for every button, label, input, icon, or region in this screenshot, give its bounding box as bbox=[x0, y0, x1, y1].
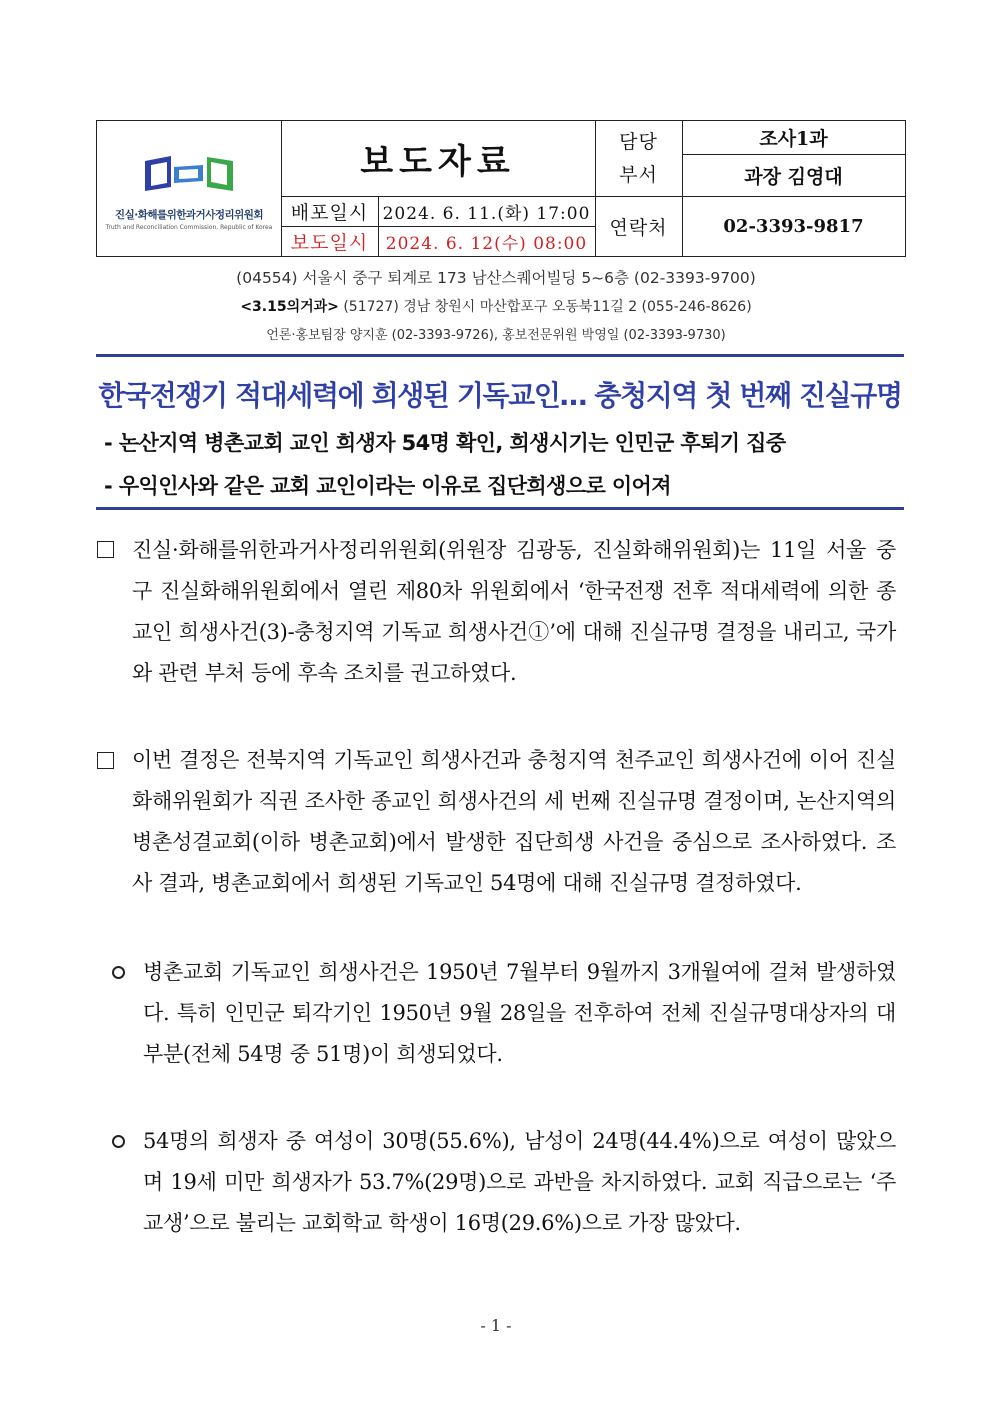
report-label: 보도일시 bbox=[290, 231, 369, 254]
dept-value: 조사1과 bbox=[759, 128, 828, 150]
address-seoul: (04554) 서울시 중구 퇴계로 173 남산스퀘어빌딩 5~6층 (02-3393-9700) bbox=[236, 269, 756, 287]
head-value: 과장 김영대 bbox=[744, 165, 843, 188]
doc-title: 보도자료 bbox=[360, 142, 516, 182]
contact-label: 연락처 bbox=[609, 216, 668, 239]
divider bbox=[281, 196, 905, 197]
subhead-2: - 우익인사와 같은 교회 교인이라는 이유로 집단희생으로 이어져 bbox=[104, 474, 671, 498]
distribution-label: 배포일시 bbox=[290, 201, 369, 224]
paragraph-2: 이번 결정은 전북지역 기독교인 희생사건과 충청지역 천주교인 희생사건에 이어 진실화해위원회가 직권 조사한 종교인 희생사건의 세 번째 진실규명 결정이며, 논산지역의 병촌성결교회(이하 병촌교회)에서 발생한 집단희생 사건을 중심으로 조사하였다. 조사 결과, 병촌교회에서 희생된 기독교인 54명에 대해 진실규명 결정하였다. bbox=[132, 748, 896, 895]
address-masan-office: <3.15의거과> bbox=[240, 299, 339, 315]
org-logo-block bbox=[97, 121, 281, 256]
headline: 한국전쟁기 적대세력에 희생된 기독교인… 충청지역 첫 번째 진실규명 bbox=[98, 379, 902, 412]
divider bbox=[682, 121, 683, 256]
circle-bullet-icon bbox=[112, 1135, 125, 1148]
title-rule-bottom bbox=[96, 507, 904, 510]
page-number: - 1 - bbox=[480, 1316, 512, 1335]
title-rule-top bbox=[96, 354, 904, 357]
distribution-value: 2024. 6. 11.(화) 17:00 bbox=[382, 203, 591, 224]
header-table bbox=[96, 120, 906, 257]
paragraph-1: 진실·화해를위한과거사정리위원회(위원장 김광동, 진실화해위원회)는 11일 서울 중구 진실화해위원회에서 열린 제80차 위원회에서 ‘한국전쟁 전후 적대세력에 의한 종교인 희생사건(3)-충청지역 기독교 희생사건①’에 대해 진실규명 결정을 내리고, 국가와 관련 부처 등에 후속 조치를 권고하였다. bbox=[132, 538, 896, 685]
subhead-1: - 논산지역 병촌교회 교인 희생자 54명 확인, 희생시기는 인민군 후퇴기 집중 bbox=[104, 431, 786, 455]
divider bbox=[281, 226, 595, 227]
press-contacts: 언론·홍보팀장 양지훈 (02-3393-9726), 홍보전문위원 박영일 (02-3393-9730) bbox=[266, 328, 726, 343]
address-masan-detail: (51727) 경남 창원시 마산합포구 오동북11길 2 (055-246-8626) bbox=[338, 299, 752, 315]
address-masan bbox=[0, 296, 992, 316]
org-name-ko: 진실·화해를위한과거사정리위원회 bbox=[114, 208, 264, 221]
bullet-2: 54명의 희생자 중 여성이 30명(55.6%), 남성이 24명(44.4%)으로 여성이 많았으며 19세 미만 희생자가 53.7%(29명)으로 과반을 차지하였다. 교회 직급으로는 ‘주교생’으로 불리는 교회학교 학생이 16명(29.6%)으로 가장 많았다. bbox=[143, 1129, 896, 1235]
dept-label-line1: 담당 bbox=[619, 130, 658, 153]
dept-label-line2: 부서 bbox=[619, 163, 658, 186]
bullet-1: 병촌교회 기독교인 희생사건은 1950년 7월부터 9월까지 3개월여에 걸쳐 발생하였다. 특히 인민군 퇴각기인 1950년 9월 28일을 전후하여 전체 진실규명대상자의 대부분(전체 54명 중 51명)이 희생되었다. bbox=[143, 960, 896, 1066]
phone-value: 02-3393-9817 bbox=[723, 215, 864, 237]
org-name-en: Truth and Reconciliation Commission, Republic of Korea bbox=[105, 223, 273, 231]
circle-bullet-icon bbox=[112, 966, 125, 979]
divider bbox=[281, 121, 282, 256]
divider bbox=[595, 121, 596, 256]
square-bullet-icon bbox=[97, 752, 114, 769]
dept-label bbox=[595, 121, 682, 196]
square-bullet-icon bbox=[97, 541, 114, 558]
report-value: 2024. 6. 12(수) 08:00 bbox=[385, 233, 588, 254]
org-logo-icon bbox=[141, 147, 237, 199]
divider bbox=[682, 154, 905, 155]
